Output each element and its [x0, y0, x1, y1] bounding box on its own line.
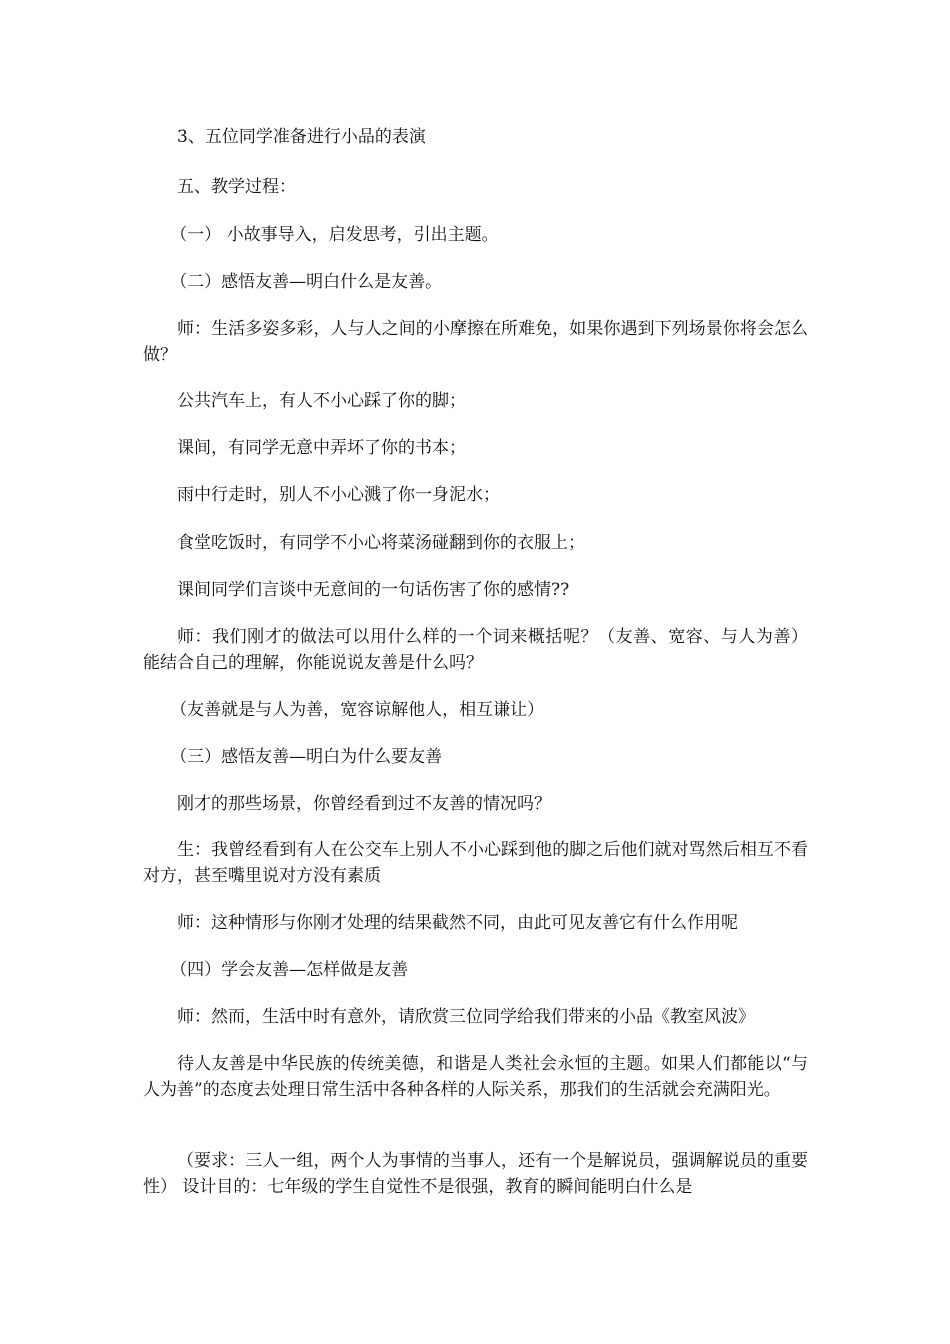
paragraph-virtue: 待人友善是中华民族的传统美德，和谐是人类社会永恒的主题。如果人们都能以“与人为善”的态度去处理日常生活中各种各样的人际关系，那我们的生活就会充满阳光。	[143, 1054, 808, 1100]
paragraph-scene-bus: 公共汽车上，有人不小心踩了你的脚；	[177, 391, 466, 411]
heading-section-three: （三）感悟友善—明白为什么要友善	[170, 747, 443, 767]
paragraph-scene-words: 课间同学们言谈中无意间的一句话伤害了你的感情??	[177, 580, 570, 600]
heading-section-two: （二）感悟友善—明白什么是友善。	[170, 272, 443, 292]
heading-section-four: （四）学会友善—怎样做是友善	[170, 960, 409, 980]
paragraph-requirements: （要求：三人一组，两个人为事情的当事人，还有一个是解说员，强调解说员的重要性） 设计目的：七年级的学生自觉性不是很强，教育的瞬间能明白什么是	[143, 1151, 808, 1197]
document-page	[143, 0, 808, 1344]
paragraph-student-answer: 生：我曾经看到有人在公交车上别人不小心踩到他的脚之后他们就对骂然后相互不看对方，甚至嘴里说对方没有素质	[143, 840, 808, 886]
paragraph-question-unfriendly: 刚才的那些场景，你曾经看到过不友善的情况吗？	[177, 794, 551, 814]
paragraph-teacher-summary: 师：我们刚才的做法可以用什么样的一个词来概括呢？（友善、宽容、与人为善） 能结合自己的理解，你能说说友善是什么吗？	[143, 627, 808, 673]
paragraph-definition: （友善就是与人为善，宽容谅解他人，相互谦让）	[170, 700, 545, 720]
paragraph-scene-book: 课间，有同学无意中弄坏了你的书本；	[177, 438, 466, 458]
heading-teaching-process: 五、教学过程：	[177, 177, 296, 197]
paragraph-teacher-skit: 师：然而，生活中时有意外，请欣赏三位同学给我们带来的小品《教室风波》	[177, 1007, 755, 1027]
paragraph-preparation-item: 3、五位同学准备进行小品的表演	[177, 127, 426, 147]
paragraph-scene-canteen: 食堂吃饭时，有同学不小心将菜汤碰翻到你的衣服上；	[177, 533, 585, 553]
paragraph-teacher-effect: 师：这种情形与你刚才处理的结果截然不同，由此可见友善它有什么作用呢	[177, 913, 738, 933]
paragraph-scene-rain: 雨中行走时，别人不小心溅了你一身泥水；	[177, 485, 500, 505]
heading-section-one: （一） 小故事导入，启发思考，引出主题。	[170, 225, 499, 245]
paragraph-teacher-question: 师：生活多姿多彩，人与人之间的小摩擦在所难免，如果你遇到下列场景你将会怎么做？	[143, 319, 808, 365]
